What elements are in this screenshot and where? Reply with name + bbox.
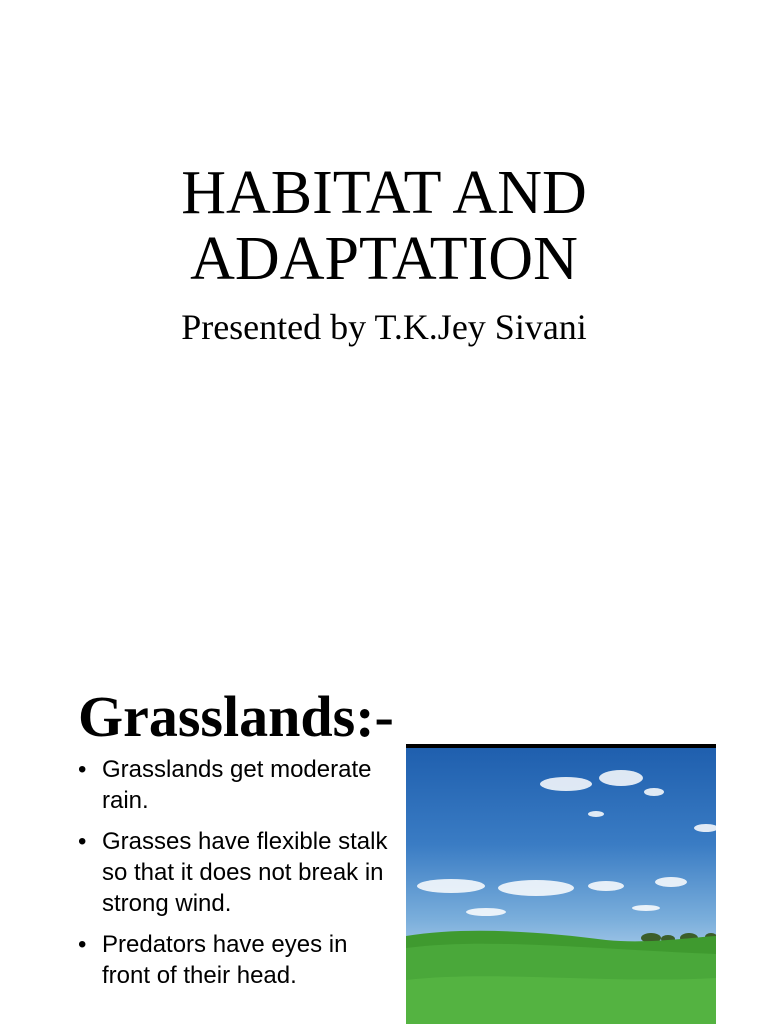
bullet-icon: • bbox=[78, 931, 87, 958]
clouds bbox=[417, 770, 716, 916]
slide-title-line-1: HABITAT AND bbox=[181, 159, 587, 227]
bullet-text: Predators have eyes in front of their head. bbox=[102, 931, 348, 989]
bullet-icon: • bbox=[78, 828, 87, 855]
bullet-icon: • bbox=[78, 756, 87, 783]
slide-title bbox=[0, 160, 768, 292]
bullet-text: Grasslands get moderate rain. bbox=[102, 756, 372, 814]
bullet-list bbox=[78, 754, 398, 1001]
grassland-landscape-image bbox=[406, 748, 716, 1024]
grasslands-heading: Grasslands:- bbox=[78, 684, 394, 749]
list-item bbox=[78, 754, 398, 816]
slide-subtitle: Presented by T.K.Jey Sivani bbox=[181, 307, 587, 347]
front-grass bbox=[406, 976, 716, 1024]
grasslands-slide bbox=[0, 640, 768, 1024]
grassland-photo bbox=[406, 744, 716, 1024]
list-item bbox=[78, 929, 398, 991]
list-item bbox=[78, 826, 398, 919]
slide-title-line-2: ADAPTATION bbox=[190, 225, 578, 293]
bullet-text: Grasses have flexible stalk so that it does not break in strong wind. bbox=[102, 828, 388, 917]
